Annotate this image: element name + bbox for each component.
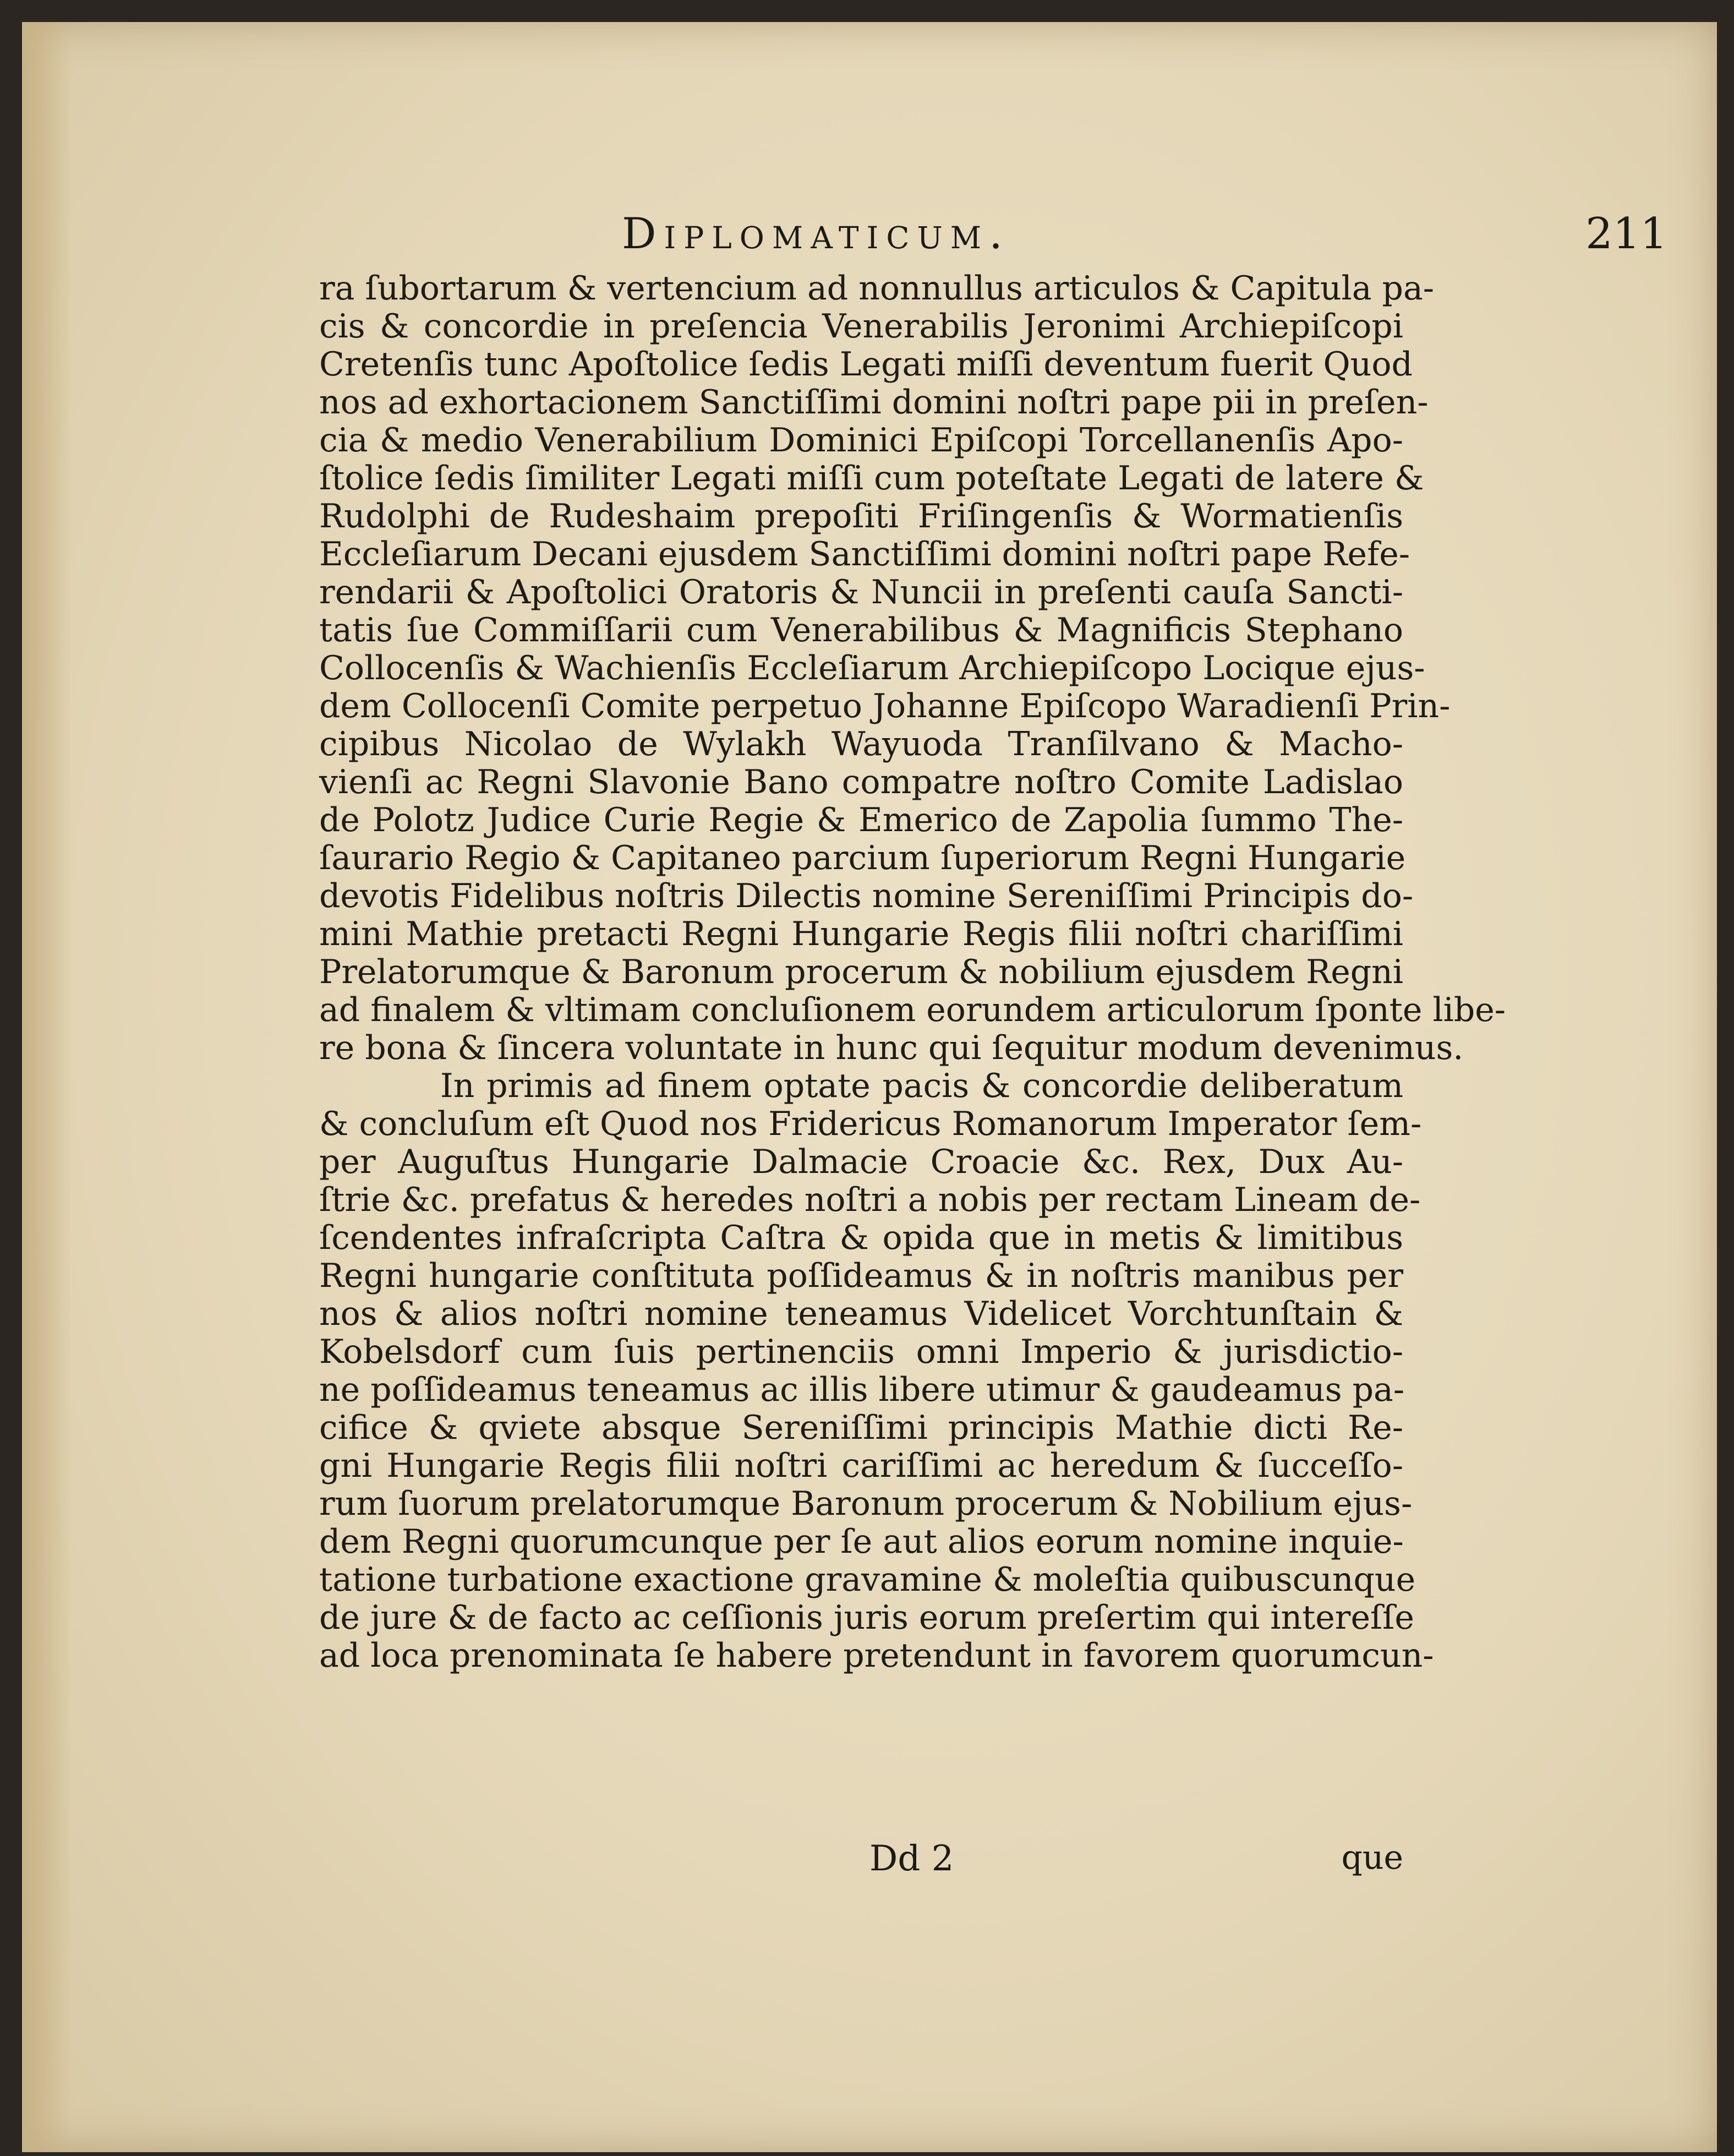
- text-line: ſtolice ſedis ſimiliter Legati miſſi cum poteſtate Legati de latere &: [319, 459, 1424, 498]
- text-line: cia & medio Venerabilium Dominici Epiſcopi Torcellanenſis Apo-: [319, 421, 1403, 460]
- text-line: dem Collocenſi Comite perpetuo Johanne Epiſcopo Waradienſi Prin-: [319, 687, 1451, 725]
- text-line: ſaurario Regio & Capitaneo parcium ſuperiorum Regni Hungarie: [319, 839, 1406, 877]
- text-line: Kobelsdorf cum ſuis pertinenciis omni Imperio & jurisdictio-: [319, 1333, 1403, 1371]
- text-line: de jure & de facto ac ceſſionis juris eorum preſertim qui intereſſe: [319, 1598, 1414, 1637]
- text-line: ad loca prenominata ſe habere pretendunt in favorem quorumcun-: [319, 1636, 1434, 1675]
- signature-mark: Dd 2: [869, 1838, 954, 1879]
- book-page: [22, 22, 1717, 2152]
- catchword: que: [1341, 1838, 1403, 1877]
- text-line: Prelatorumque & Baronum procerum & nobilium ejusdem Regni: [319, 953, 1403, 991]
- text-line: Eccleſiarum Decani ejusdem Sanctiſſimi domini noſtri pape Refe-: [319, 535, 1410, 574]
- text-line: Cretenſis tunc Apoſtolice ſedis Legati miſſi deventum fuerit Quod: [319, 345, 1413, 384]
- text-line: ad finalem & vltimam concluſionem eorundem articulorum ſponte libe-: [319, 991, 1506, 1029]
- page-number: 211: [1585, 209, 1667, 259]
- text-line: cifice & qviete absque Sereniſſimi principis Mathie dicti Re-: [319, 1409, 1403, 1447]
- text-line: ra ſubortarum & vertencium ad nonnullus articulos & Capitula pa-: [319, 269, 1434, 308]
- text-line: gni Hungarie Regis filii noſtri cariſſimi ac heredum & ſucceſſo-: [319, 1447, 1403, 1485]
- text-line: nos & alios noſtri nomine teneamus Videlicet Vorchtunſtain &: [319, 1295, 1403, 1333]
- gutter-shadow: [22, 22, 72, 2152]
- text-line: re bona & ſincera voluntate in hunc qui ſequitur modum devenimus.: [319, 1029, 1464, 1067]
- text-line: ſcendentes infraſcripta Caſtra & opida que in metis & limitibus: [319, 1219, 1403, 1257]
- text-line: Collocenſis & Wachienſis Eccleſiarum Archiepiſcopo Locique ejus-: [319, 649, 1425, 687]
- text-line: ſtrie &c. prefatus & heredes noſtri a nobis per rectam Lineam de-: [319, 1181, 1421, 1219]
- text-line: dem Regni quorumcunque per ſe aut alios eorum nomine inquie-: [319, 1522, 1404, 1561]
- running-head: Diplomaticum.: [622, 209, 1010, 259]
- text-line: cipibus Nicolao de Wylakh Wayuoda Tranſilvano & Macho-: [319, 725, 1403, 763]
- text-line: Regni hungarie conſtituta poſſideamus & in noſtris manibus per: [319, 1257, 1403, 1295]
- page-header: [622, 209, 1667, 275]
- text-line: Rudolphi de Rudeshaim prepoſiti Friſingenſis & Wormatienſis: [319, 497, 1403, 536]
- text-line: cis & concordie in preſencia Venerabilis Jeronimi Archiepiſcopi: [319, 307, 1403, 346]
- text-line: tatione turbatione exactione gravamine & moleſtia quibuscunque: [319, 1560, 1416, 1599]
- text-line: rum ſuorum prelatorumque Baronum procerum & Nobilium ejus-: [319, 1484, 1413, 1523]
- text-line: tatis ſue Commiſſarii cum Venerabilibus & Magnificis Stephano: [319, 611, 1403, 649]
- text-line: ne poſſideamus teneamus ac illis libere utimur & gaudeamus pa-: [319, 1371, 1405, 1409]
- text-line: de Polotz Judice Curie Regie & Emerico de Zapolia ſummo The-: [319, 801, 1403, 839]
- text-line: per Auguſtus Hungarie Dalmacie Croacie &c. Rex, Dux Au-: [319, 1143, 1403, 1181]
- body-text: [319, 269, 1506, 1675]
- text-line: mini Mathie pretacti Regni Hungarie Regis filii noſtri chariſſimi: [319, 915, 1403, 953]
- text-line: devotis Fidelibus noſtris Dilectis nomine Sereniſſimi Principis do-: [319, 877, 1414, 915]
- paragraph-start-line: In primis ad finem optate pacis & concordie deliberatum: [440, 1067, 1403, 1105]
- page-footer: [319, 1838, 1403, 1888]
- text-line: rendarii & Apoſtolici Oratoris & Nuncii in preſenti cauſa Sancti-: [319, 573, 1403, 612]
- text-line: & concluſum eſt Quod nos Fridericus Romanorum Imperator ſem-: [319, 1105, 1422, 1143]
- text-line: vienſi ac Regni Slavonie Bano compatre noſtro Comite Ladislao: [319, 763, 1403, 801]
- text-line: nos ad exhortacionem Sanctiſſimi domini noſtri pape pii in preſen-: [319, 383, 1429, 422]
